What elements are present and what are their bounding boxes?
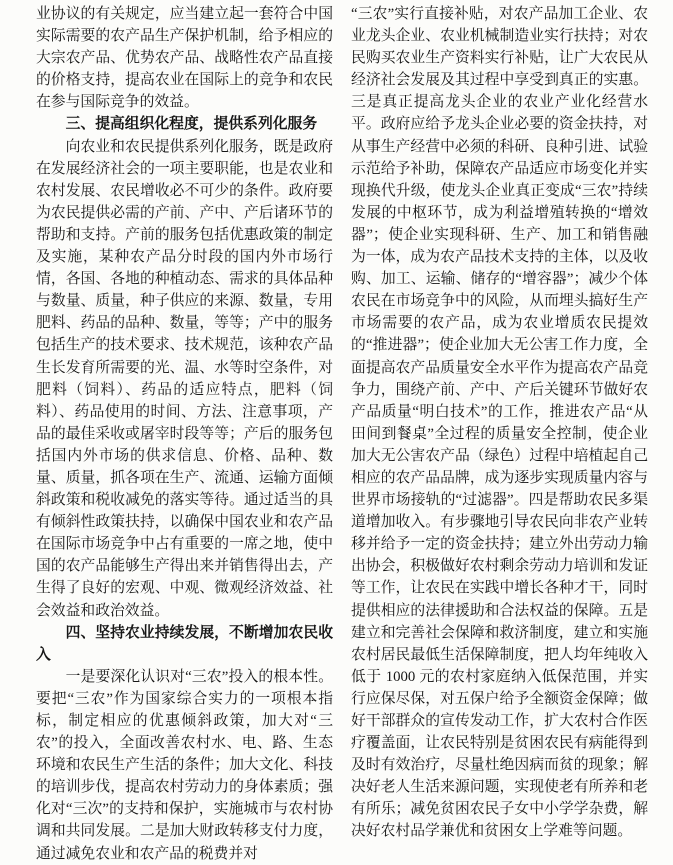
text-column-right [351, 3, 648, 843]
paragraph: 一是要深化认识对“三农”投入的根本性。要把“三农”作为国家综合实力的一项根本指标，制定相应的优惠倾斜政策，加大对“三农”的投入，全面改善农村水、电、路、生态环境和农民生产生活的条件；加大文化、科技的培训步伐，提高农村劳动力的身体素质；强化对“三次”的支持和保护，实施城市与农村协调和共同发展。二是加大财政转移支付力度，通过减免农业和农产品的税费并对 [36, 668, 333, 862]
section-heading-four: 四、坚持农业持续发展，不断增加农民收入 [36, 624, 333, 663]
section-heading-three: 三、提高组织化程度，提供系列化服务 [65, 116, 318, 133]
paragraph: 向农业和农民提供系列化服务，既是政府在发展经济社会的一项主要职能，也是农业和农村发展、农民增收必不可少的条件。政府要为农民提供必需的产前、产中、产后诸环节的帮助和支持。产前的服务包括优惠政策的制定及实施，某种农产品分时段的国内外市场行情，各国、各地的种植动态、需求的具体品种与数量、质量，种子供应的来源、数量，专用肥料、药品的品种、数量，等等；产中的服务包括生产的技术要求、技术规范，该种农产品生长发育所需要的光、温、水等时空条件，对肥料（饲料）、药品的适应特点，肥料（饲料）、药品使用的时间、方法、注意事项，产品的最佳采收或屠宰时段等等；产后的服务包括国内外市场的供求信息、价格、品种、数量、质量，抓各项在生产、流通、运输方面倾斜政策和税收减免的落实等待。通过适当的具有倾斜性政策扶持，以确保中国农业和农产品在国际市场竞争中占有重要的一席之地，使中国的农产品能够生产得出来并销售得出去，产生得了良好的宏观、中观、微观经济效益、社会效益和政治效益。 [36, 138, 333, 619]
paragraph-continuation: 业协议的有关规定，应当建立起一套符合中国实际需要的农产品生产保护机制，给予相应的大宗农产品、优势农产品、战略性农产品直接的价格支持，提高农业在国际上的竞争和农民在参与国际竞争的效益。 [36, 6, 333, 111]
paragraph-continuation: “三农”实行直接补贴，对农产品加工企业、农业龙头企业、农业机械制造业实行扶持；对农民购买农业生产资料实行补贴，让广大农民从经济社会发展及其过程中享受到真正的实惠。三是真正提高龙头企业的农业产业化经营水平。政府应给予龙头企业必要的资金扶持，对从事生产经营中必须的科研、良种引进、试验示范给予补助，保障农产品适应市场变化并实现换代升级，使龙头企业真正变成“三农”持续发展的中枢环节，成为利益增殖转换的“增效器”；使企业实现科研、生产、加工和销售融为一体，成为农产品技术支持的主体，以及收购、加工、运输、储存的“增容器”；减少个体农民在市场竞争中的风险，从而埋头搞好生产市场需要的农产品，成为农业增质农民提效的“推进器”；使企业加大无公害工作力度，全面提高农产品质量安全水平作为提高农产品竞争力，围绕产前、产中、产后关键环节做好农产品质量“明白技术”的工作，推进农产品“从田间到餐桌”全过程的质量安全控制，使企业加大无公害农产品（绿色）过程中培植起自己相应的农产品品牌，成为逐步实现质量内容与世界市场接轨的“过滤器”。四是帮助农民多渠道增加收入。有步骤地引导农民向非农产业转移并给予一定的资金扶持；建立外出劳动力输出协会，积极做好农村剩余劳动力培训和发证等工作，让农民在实践中增长各种才干，同时提供相应的法律援助和合法权益的保障。五是建立和完善社会保障和救济制度，建立和实施农村居民最低生活保障制度，把人均年纯收入低于 1000 元的农村家庭纳入低保范围，并实行应保尽保，对五保户给予全额资金保障；做好干部群众的宣传发动工作，扩大农村合作医疗覆盖面，让农民特别是贫困农民有病能得到及时有效治疗，尽量杜绝因病而贫的现象；解决好老人生活来源问题，实现使老有所养和老有所乐；减免贫困农民子女中小学学杂费，解决好农村品学兼优和贫困女上学难等问题。 [351, 6, 648, 840]
text-column-left [36, 3, 333, 865]
